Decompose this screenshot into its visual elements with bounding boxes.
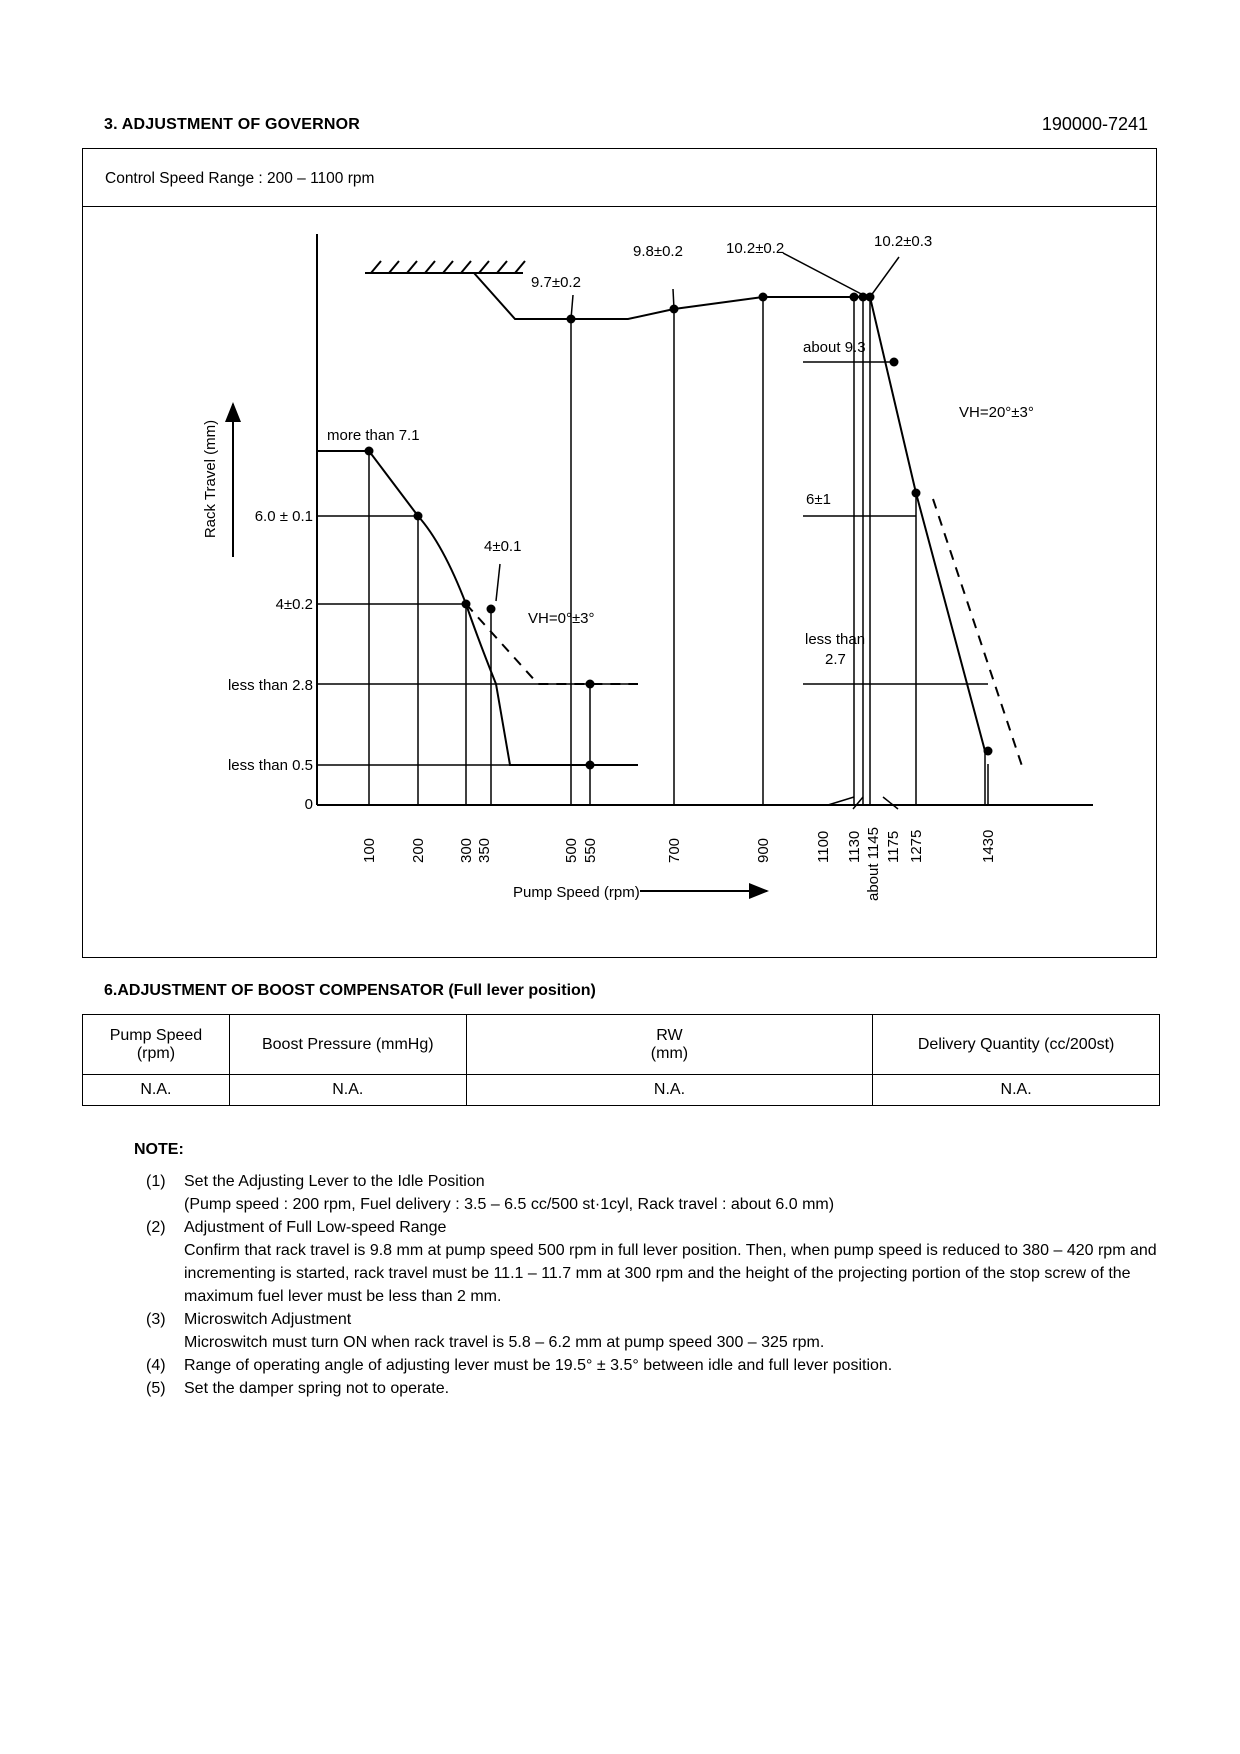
x-tick-label: 1100 <box>815 830 832 863</box>
x-tick-label: 100 <box>361 837 378 863</box>
table-cell: N.A. <box>229 1075 466 1106</box>
notes-title: NOTE: <box>134 1141 184 1158</box>
table-cell: N.A. <box>466 1075 873 1106</box>
y-tick-label: less than 0.5 <box>227 757 313 774</box>
table-row <box>83 1075 1160 1106</box>
annotation: 4±0.1 <box>484 538 522 555</box>
annotation: VH=0°±3° <box>528 610 595 627</box>
annotation: VH=20°±3° <box>959 404 1034 421</box>
governor-panel <box>82 148 1157 958</box>
header-rw: RW (mm) <box>466 1015 873 1075</box>
notes-list <box>146 1170 1166 1400</box>
list-item: (3) Microswitch Adjustment Microswitch must turn ON when rack travel is 5.8 – 6.2 mm at pump speed 300 – 325 rpm. <box>146 1311 825 1351</box>
x-tick-label: 550 <box>582 837 599 863</box>
annotation: 10.2±0.3 <box>874 233 933 250</box>
table-header-row <box>83 1015 1160 1075</box>
annotation: 2.7 <box>825 651 846 668</box>
y-tick-label: 4±0.2 <box>275 596 313 613</box>
annotation: less than <box>805 631 866 648</box>
header-pump-speed: Pump Speed (rpm) <box>83 1015 230 1075</box>
annotation: 6±1 <box>806 491 831 508</box>
y-tick-label: 6.0 ± 0.1 <box>254 508 313 525</box>
boost-section-title: 6.ADJUSTMENT OF BOOST COMPENSATOR (Full lever position) <box>104 982 596 999</box>
annotation: 10.2±0.2 <box>726 240 785 257</box>
x-axis-label: Pump Speed (rpm) <box>513 884 640 901</box>
list-item: (5) Set the damper spring not to operate. <box>146 1380 450 1397</box>
x-tick-label: 1130 <box>846 830 863 863</box>
x-tick-label: 700 <box>666 837 683 863</box>
x-tick-label: 1430 <box>980 829 997 863</box>
stopper-hatch <box>365 261 525 273</box>
full-load-curve <box>474 273 985 751</box>
governor-chart <box>83 149 1158 959</box>
annotation: 9.8±0.2 <box>633 243 683 260</box>
annotation: more than 7.1 <box>327 427 420 444</box>
boost-table <box>82 1014 1160 1106</box>
y-axis-label: Rack Travel (mm) <box>202 419 219 539</box>
table-cell: N.A. <box>873 1075 1160 1106</box>
list-item: (2) Adjustment of Full Low-speed Range Confirm that rack travel is 9.8 mm at pump speed 500 rpm in full lever position. Then, when pump speed is reduced to 380 – 420 rpm and incrementing is started, rack travel must be 11.1 – 11.7 mm at 300 rpm and the height of the projecting portion of the stop screw of the maximum fuel lever must be less than 2 mm. <box>146 1219 1157 1305</box>
table-cell: N.A. <box>83 1075 230 1106</box>
x-tick-label: 900 <box>755 837 772 863</box>
header-delivery-quantity: Delivery Quantity (cc/200st) <box>873 1015 1160 1075</box>
header-boost-pressure: Boost Pressure (mmHg) <box>229 1015 466 1075</box>
y-tick-label: 0 <box>304 796 313 813</box>
annotation: about 9.3 <box>803 339 866 356</box>
y-tick-label: less than 2.8 <box>227 677 313 694</box>
list-item: (1) Set the Adjusting Lever to the Idle Position (Pump speed : 200 rpm, Fuel delivery : 3.5 – 6.5 cc/500 st·1cyl, Rack travel : about 6.0 mm) <box>146 1173 835 1213</box>
x-tick-label: 200 <box>410 837 427 863</box>
x-tick-label: 500 <box>563 837 580 863</box>
x-tick-label: about 1145 <box>865 827 882 901</box>
x-tick-label: 300 <box>458 837 475 863</box>
x-tick-label: 1175 <box>885 830 902 863</box>
list-item: (4) Range of operating angle of adjusting lever must be 19.5° ± 3.5° between idle and full lever position. <box>146 1357 893 1374</box>
section-title: 3. ADJUSTMENT OF GOVERNOR <box>104 116 360 133</box>
x-tick-label: 350 <box>476 837 493 863</box>
annotation: 9.7±0.2 <box>531 274 581 291</box>
control-speed-range: Control Speed Range : 200 – 1100 rpm <box>105 170 375 187</box>
document-number: 190000-7241 <box>1041 114 1148 134</box>
x-tick-label: 1275 <box>908 829 925 863</box>
